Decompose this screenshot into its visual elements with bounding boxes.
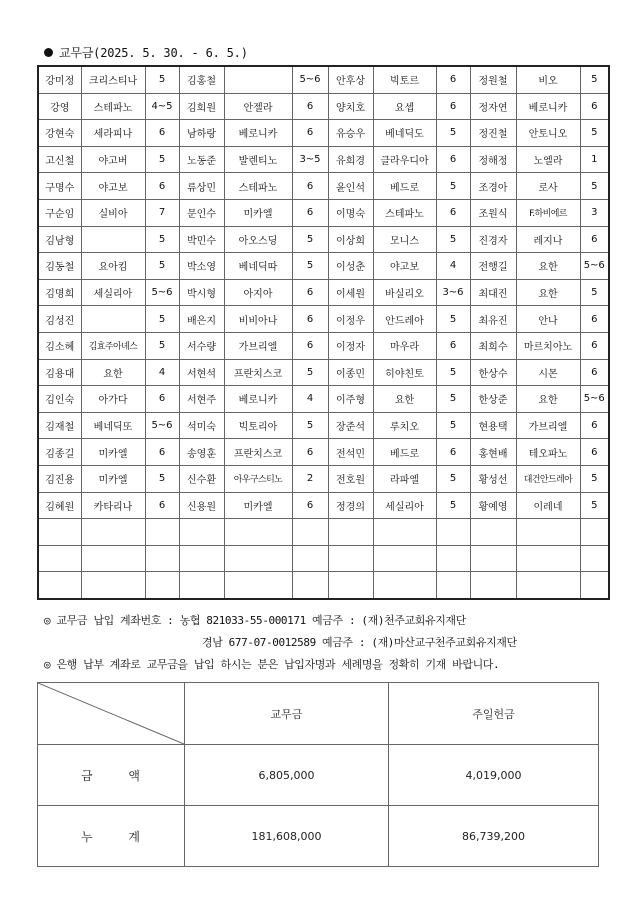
empty-cell [145,519,179,546]
empty-cell [224,545,292,572]
cell-months: 6 [292,173,328,200]
table-row [38,279,609,306]
cell-months: 3 [580,199,609,226]
table-row [38,386,609,413]
summary-row-amount [38,745,599,806]
cell-name: 문인수 [179,199,224,226]
cell-name: 고신철 [38,146,81,173]
empty-cell [179,545,224,572]
cell-baptismal: 프란치스코 [224,359,292,386]
cell-baptismal: 마르치아노 [516,332,580,359]
cell-baptismal: 아지아 [224,279,292,306]
cell-name: 양치호 [328,93,373,120]
cell-baptismal: 세라피나 [81,120,145,147]
empty-cell [580,519,609,546]
cell-name: 김명희 [38,279,81,306]
cell-name: 정원철 [470,66,516,93]
cell-months: 2 [292,465,328,492]
cell-name: 이종민 [328,359,373,386]
cell-months: 5 [145,146,179,173]
cell-name: 이명숙 [328,199,373,226]
account-info-line3: ◎ 은행 납부 계좌로 교무금을 납입 하시는 분은 납입자명과 세례명을 정확히 기재 바랍니다. [44,658,500,671]
empty-cell [38,572,81,599]
cell-baptismal: 안나 [516,306,580,333]
cell-baptismal: 요한 [373,386,436,413]
cell-name: 전석민 [328,439,373,466]
cell-baptismal: 야고버 [81,146,145,173]
cell-months: 5~6 [580,386,609,413]
cell-name: 안후상 [328,66,373,93]
cell-months: 6 [436,146,470,173]
cell-months: 5 [436,359,470,386]
cell-baptismal: 클라우디아 [373,146,436,173]
cell-months: 6 [580,439,609,466]
cell-baptismal: 바실리오 [373,279,436,306]
cell-name: 이주형 [328,386,373,413]
cell-baptismal: 베드로 [373,173,436,200]
empty-cell [373,572,436,599]
cell-baptismal: 베로니카 [516,93,580,120]
table-row [38,226,609,253]
empty-cell [81,572,145,599]
section-title: 교무금(2025. 5. 30. - 6. 5.) [44,44,248,61]
cell-name: 이정우 [328,306,373,333]
cell-name: 류상민 [179,173,224,200]
empty-cell [145,545,179,572]
empty-row [38,519,609,546]
cell-months: 6 [580,306,609,333]
cell-months: 6 [436,199,470,226]
cell-name: 노동준 [179,146,224,173]
cell-baptismal: 마우라 [373,332,436,359]
cell-months: 6 [145,173,179,200]
cell-months: 6 [292,332,328,359]
cumulative-label: 누 계 [38,806,185,867]
cell-baptismal: 세실리아 [373,492,436,519]
table-row [38,146,609,173]
cell-name: 강영 [38,93,81,120]
empty-cell [470,519,516,546]
cell-baptismal: 미카엘 [224,199,292,226]
account-info-line2: 경남 677-07-0012589 예금주 : (재)마산교구천주교회유지재단 [202,636,517,649]
cell-baptismal: 노엘라 [516,146,580,173]
cell-months: 6 [145,120,179,147]
cell-months: 5 [145,66,179,93]
cell-name: 송영훈 [179,439,224,466]
cell-name: 김성진 [38,306,81,333]
cell-baptismal: 비오 [516,66,580,93]
cell-baptismal: 빅토리아 [224,412,292,439]
cell-months: 5 [436,173,470,200]
cell-name: 황성선 [470,465,516,492]
cell-baptismal: F.하비에르 [516,199,580,226]
cell-months: 5 [580,173,609,200]
empty-cell [328,519,373,546]
cell-name: 구순임 [38,199,81,226]
empty-cell [470,545,516,572]
empty-cell [224,519,292,546]
cell-name: 김소혜 [38,332,81,359]
cell-baptismal: 미카엘 [81,465,145,492]
cell-name: 전행길 [470,253,516,280]
empty-cell [373,519,436,546]
summary-table [37,682,599,867]
cell-name: 정진철 [470,120,516,147]
cell-months: 5 [292,359,328,386]
cell-name: 김용대 [38,359,81,386]
cell-name: 신수환 [179,465,224,492]
cell-months: 3~5 [292,146,328,173]
cell-name: 진경자 [470,226,516,253]
empty-cell [292,572,328,599]
cell-months: 4 [436,253,470,280]
empty-cell [292,519,328,546]
cell-name: 이세원 [328,279,373,306]
empty-cell [38,545,81,572]
empty-cell [179,572,224,599]
cell-name: 김혜원 [38,492,81,519]
cell-months: 5 [580,66,609,93]
empty-cell [145,572,179,599]
cell-months: 4 [145,359,179,386]
cell-baptismal: 대건안드레아 [516,465,580,492]
empty-row [38,545,609,572]
summary-row-cumulative [38,806,599,867]
cell-months: 5 [145,306,179,333]
cell-baptismal: 이레네 [516,492,580,519]
empty-cell [580,572,609,599]
cell-baptismal: 실비아 [81,199,145,226]
cell-baptismal: 스테파노 [224,173,292,200]
cell-name: 강미정 [38,66,81,93]
table-row [38,93,609,120]
cell-name: 김홍철 [179,66,224,93]
cell-baptismal: 안드레아 [373,306,436,333]
cell-name: 김동철 [38,253,81,280]
empty-cell [292,545,328,572]
bullet-icon [44,48,53,57]
cell-baptismal: 모니스 [373,226,436,253]
header-sunday-offering: 주일헌금 [389,683,599,745]
cell-months: 5 [436,226,470,253]
cell-months: 7 [145,199,179,226]
empty-cell [328,545,373,572]
amount-offering: 4,019,000 [389,745,599,806]
cell-baptismal [81,226,145,253]
cell-baptismal: 안토니오 [516,120,580,147]
cell-months: 5~6 [145,279,179,306]
table-row [38,439,609,466]
cell-name: 구명수 [38,173,81,200]
account-info-line1: ◎ 교무금 납입 계좌번호 : 농협 821033-55-000171 예금주 : (재)천주교회유지재단 [44,614,466,627]
cell-months: 5 [580,279,609,306]
table-row [38,492,609,519]
cell-name: 한상수 [470,359,516,386]
empty-row [38,572,609,599]
cell-months: 3~6 [436,279,470,306]
cell-months: 5 [436,306,470,333]
empty-cell [516,545,580,572]
cell-baptismal: 요한 [516,279,580,306]
cell-months: 6 [292,199,328,226]
cell-baptismal: 크리스티나 [81,66,145,93]
cell-name: 김재철 [38,412,81,439]
empty-cell [436,519,470,546]
cell-baptismal: 베네딕또 [81,412,145,439]
cell-name: 한상준 [470,386,516,413]
cell-months: 6 [292,279,328,306]
cell-baptismal: 요한 [81,359,145,386]
cell-baptismal: 비비아나 [224,306,292,333]
empty-cell [179,519,224,546]
cell-months: 5 [292,226,328,253]
cell-months: 6 [436,93,470,120]
amount-label: 금 액 [38,745,185,806]
cell-baptismal: 세실리아 [81,279,145,306]
table-row [38,173,609,200]
cell-name: 박민수 [179,226,224,253]
cell-name: 강현숙 [38,120,81,147]
cell-baptismal: 미카엘 [81,439,145,466]
cell-name: 장준석 [328,412,373,439]
cell-months: 5 [580,465,609,492]
cell-name: 배은지 [179,306,224,333]
cell-name: 서현주 [179,386,224,413]
cell-name: 서현석 [179,359,224,386]
cell-baptismal: 베드로 [373,439,436,466]
cell-name: 황예영 [470,492,516,519]
empty-cell [436,545,470,572]
cell-baptismal: 빅토르 [373,66,436,93]
cell-name: 서수량 [179,332,224,359]
cell-months: 5 [436,386,470,413]
tithe-table [37,65,610,600]
cell-baptismal: 발렌티노 [224,146,292,173]
cell-months: 6 [580,226,609,253]
cell-baptismal: 히야친토 [373,359,436,386]
cell-months: 5~6 [580,253,609,280]
cell-months: 5 [145,226,179,253]
cell-name: 김인숙 [38,386,81,413]
empty-cell [470,572,516,599]
empty-cell [373,545,436,572]
cell-months: 1 [580,146,609,173]
cell-months: 6 [580,412,609,439]
cell-months: 5 [145,332,179,359]
cell-baptismal: 요한 [516,253,580,280]
cell-baptismal: 프란치스코 [224,439,292,466]
cell-baptismal [81,306,145,333]
cell-months: 6 [436,332,470,359]
cell-baptismal: 김효주아녜스 [81,332,145,359]
cell-baptismal: 카타리나 [81,492,145,519]
cell-baptismal: 가브리엘 [516,412,580,439]
cell-name: 정경의 [328,492,373,519]
table-row [38,120,609,147]
cell-baptismal: 야고보 [81,173,145,200]
cell-baptismal: 요아킴 [81,253,145,280]
cell-name: 김희원 [179,93,224,120]
cell-baptismal: 미카엘 [224,492,292,519]
cell-months: 5 [292,412,328,439]
cell-months: 6 [436,439,470,466]
table-row [38,465,609,492]
cell-months: 5 [292,253,328,280]
cell-months: 6 [292,492,328,519]
cell-name: 유승우 [328,120,373,147]
cumulative-offering: 86,739,200 [389,806,599,867]
cell-baptismal: 레지나 [516,226,580,253]
empty-cell [81,519,145,546]
cell-months: 5 [436,492,470,519]
table-row [38,199,609,226]
cell-baptismal: 베로니카 [224,120,292,147]
cell-name: 김종길 [38,439,81,466]
cell-months: 6 [292,93,328,120]
cell-name: 박시형 [179,279,224,306]
cell-months: 5~6 [292,66,328,93]
empty-cell [580,545,609,572]
cell-name: 김남형 [38,226,81,253]
cell-baptismal: 베로니카 [224,386,292,413]
cell-baptismal: 베네딕도 [373,120,436,147]
cell-baptismal: 요셉 [373,93,436,120]
cell-baptismal: 안젤라 [224,93,292,120]
cell-baptismal: 라파엘 [373,465,436,492]
table-row [38,412,609,439]
empty-cell [38,519,81,546]
cell-name: 홍현배 [470,439,516,466]
cell-name: 박소영 [179,253,224,280]
cell-baptismal: 아우구스티노 [224,465,292,492]
cell-name: 전호원 [328,465,373,492]
cumulative-tithe: 181,608,000 [185,806,389,867]
cell-months: 5 [436,465,470,492]
cell-name: 윤인석 [328,173,373,200]
empty-cell [436,572,470,599]
amount-tithe: 6,805,000 [185,745,389,806]
cell-months: 6 [580,332,609,359]
empty-cell [81,545,145,572]
cell-name: 유희경 [328,146,373,173]
cell-name: 최대진 [470,279,516,306]
cell-baptismal: 아오스딩 [224,226,292,253]
cell-months: 5 [436,120,470,147]
cell-months: 5 [580,120,609,147]
cell-baptismal: 요한 [516,386,580,413]
cell-name: 최유진 [470,306,516,333]
cell-months: 5 [145,253,179,280]
cell-months: 6 [580,93,609,120]
cell-months: 5 [145,465,179,492]
cell-baptismal: 루치오 [373,412,436,439]
cell-name: 이정자 [328,332,373,359]
cell-name: 조경아 [470,173,516,200]
table-row [38,359,609,386]
table-row [38,306,609,333]
cell-baptismal: 야고보 [373,253,436,280]
cell-months: 5~6 [145,412,179,439]
cell-name: 석미숙 [179,412,224,439]
cell-months: 6 [145,439,179,466]
empty-cell [516,572,580,599]
empty-cell [328,572,373,599]
cell-baptismal: 스테파노 [373,199,436,226]
cell-name: 이성춘 [328,253,373,280]
diagonal-corner-cell [38,683,185,745]
cell-baptismal: 시몬 [516,359,580,386]
cell-months: 6 [436,66,470,93]
table-row [38,66,609,93]
cell-months: 5 [436,412,470,439]
cell-months: 6 [145,386,179,413]
cell-months: 6 [292,120,328,147]
cell-name: 이상희 [328,226,373,253]
summary-header-row [38,683,599,745]
cell-name: 현용택 [470,412,516,439]
cell-baptismal: 아가다 [81,386,145,413]
cell-name: 최희수 [470,332,516,359]
cell-baptismal [224,66,292,93]
cell-months: 6 [145,492,179,519]
cell-baptismal: 로사 [516,173,580,200]
cell-baptismal: 테오파노 [516,439,580,466]
cell-months: 5 [580,492,609,519]
cell-name: 신용원 [179,492,224,519]
cell-baptismal: 베네딕따 [224,253,292,280]
cell-name: 정자연 [470,93,516,120]
cell-months: 6 [292,439,328,466]
cell-baptismal: 스테파노 [81,93,145,120]
cell-name: 정해정 [470,146,516,173]
header-tithe: 교무금 [185,683,389,745]
table-row [38,332,609,359]
cell-months: 4 [292,386,328,413]
cell-months: 6 [580,359,609,386]
cell-name: 조원식 [470,199,516,226]
cell-baptismal: 가브리엘 [224,332,292,359]
cell-months: 6 [292,306,328,333]
empty-cell [224,572,292,599]
empty-cell [516,519,580,546]
cell-months: 4~5 [145,93,179,120]
table-row [38,253,609,280]
cell-name: 남하랑 [179,120,224,147]
cell-name: 김진용 [38,465,81,492]
